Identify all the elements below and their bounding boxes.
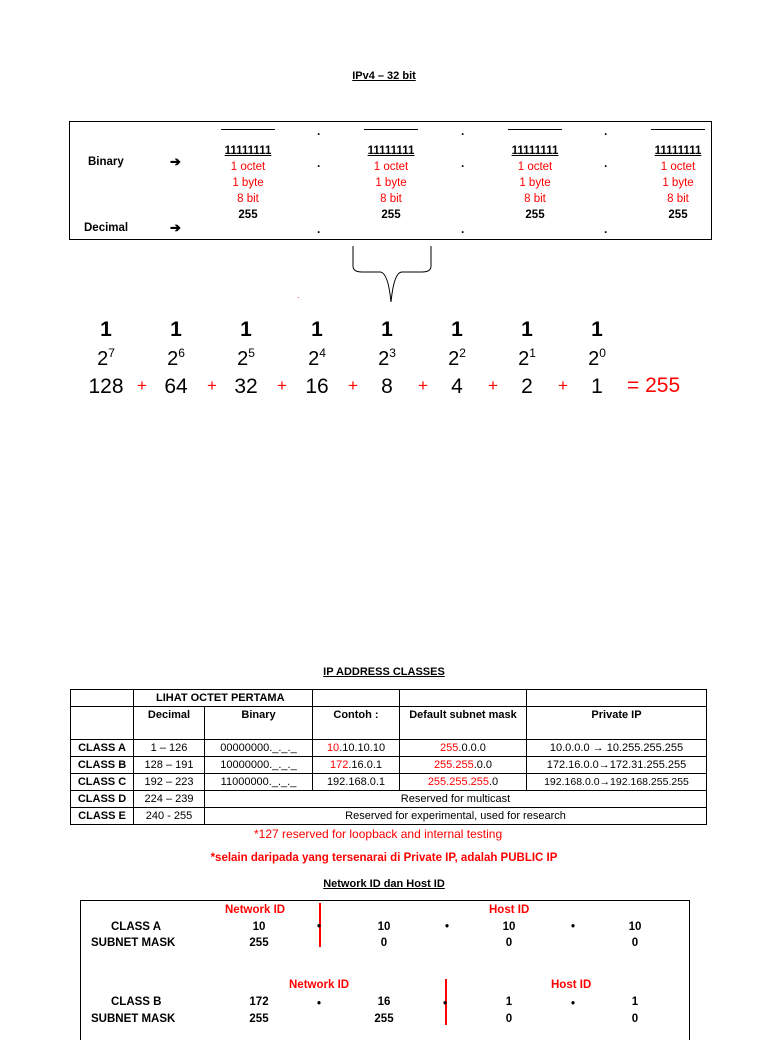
class-name: CLASS B	[71, 757, 134, 774]
binary-arrow-icon: ➔	[170, 154, 181, 169]
ip-octet: 1	[631, 996, 639, 1008]
plus-sign: +	[277, 376, 287, 395]
ipv4-title: IPv4 – 32 bit	[352, 70, 416, 82]
ip-classes-table	[70, 689, 707, 825]
class-name: CLASS E	[71, 808, 134, 825]
bit-one: 1	[100, 318, 112, 341]
octet-column	[638, 128, 718, 223]
octet-group-header: LIHAT OCTET PERTAMA	[134, 690, 313, 707]
octet-unit: 1 octet	[517, 161, 553, 173]
decimal-range: 192 – 223	[134, 774, 205, 791]
mask-octet: 255	[374, 1013, 394, 1025]
bit-one: 1	[240, 318, 252, 341]
octet-binary: 11111111	[511, 145, 559, 157]
decimal-arrow-icon: ➔	[170, 220, 181, 235]
subnet-mask-label: SUBNET MASK	[91, 1013, 176, 1025]
octet-unit: 8 bit	[380, 193, 402, 205]
default-mask: 255.0.0.0	[400, 740, 527, 757]
octet-unit: 1 byte	[232, 177, 264, 189]
network-host-box	[80, 900, 690, 1040]
octet-column	[495, 128, 575, 223]
power-of-two: $2^0$	[588, 346, 606, 370]
default-mask: 255.255.255.0	[400, 774, 527, 791]
octet-unit: 1 byte	[662, 177, 694, 189]
octet-unit: 8 bit	[667, 193, 689, 205]
class-name: CLASS D	[71, 791, 134, 808]
column-header: Private IP	[527, 707, 707, 740]
subnet-mask-label: SUBNET MASK	[91, 937, 176, 949]
plus-sign: +	[207, 376, 217, 395]
reserved-note: Reserved for experimental, used for research	[205, 808, 707, 825]
power-value: 2	[521, 375, 533, 398]
separator-dot: .	[317, 124, 321, 138]
bit-one: 1	[451, 318, 463, 341]
example-ip: 172.16.0.1	[313, 757, 400, 774]
classes-title: IP ADDRESS CLASSES	[323, 666, 445, 678]
ip-octet: 10	[377, 921, 391, 933]
octet-binary: 11111111	[654, 145, 702, 157]
octet-binary: 11111111	[367, 145, 415, 157]
separator-dot: •	[443, 998, 448, 1010]
example-ip: 10.10.10.10	[313, 740, 400, 757]
octet-decimal: 255	[668, 209, 688, 221]
mask-octet: 255	[249, 1013, 269, 1025]
decimal-range: 128 – 191	[134, 757, 205, 774]
private-ip-range: 192.168.0.0→192.168.255.255	[527, 774, 707, 791]
table-row	[71, 808, 707, 825]
separator-dot: .	[461, 124, 465, 138]
power-of-two: $2^5$	[237, 346, 255, 370]
mask-octet: 0	[505, 937, 513, 949]
ip-octet: 10	[502, 921, 516, 933]
mask-octet: 0	[380, 937, 388, 949]
plus-sign: +	[488, 376, 498, 395]
network-id-label: Network ID	[289, 979, 350, 991]
host-id-label: Host ID	[489, 904, 530, 916]
octet-decimal: 255	[525, 209, 545, 221]
octet-column	[351, 128, 431, 223]
plus-sign: +	[558, 376, 568, 395]
class-b-label: CLASS B	[111, 996, 162, 1008]
table-row	[71, 757, 707, 774]
bit-one: 1	[311, 318, 323, 341]
ip-octet: 10	[252, 921, 266, 933]
power-value: 1	[591, 375, 603, 398]
table-row	[71, 774, 707, 791]
ip-octet: 1	[505, 996, 513, 1008]
power-of-two: $2^3$	[378, 346, 396, 370]
octet-unit: 1 octet	[373, 161, 409, 173]
binary-label: Binary	[88, 156, 124, 168]
octet-unit: 8 bit	[524, 193, 546, 205]
separator-dot: .	[604, 156, 608, 170]
power-value: 128	[88, 375, 124, 398]
loopback-note: *127 reserved for loopback and internal testing	[254, 827, 503, 841]
mask-octet: 0	[631, 1013, 639, 1025]
bit-one: 1	[170, 318, 182, 341]
ip-octet: 10	[628, 921, 642, 933]
column-header: Decimal	[134, 707, 205, 740]
private-ip-range: 10.0.0.0 → 10.255.255.255	[527, 740, 707, 757]
default-mask: 255.255.0.0	[400, 757, 527, 774]
decimal-range: 1 – 126	[134, 740, 205, 757]
power-total: = 255	[627, 374, 681, 397]
reserved-note: Reserved for multicast	[205, 791, 707, 808]
binary-pattern: 00000000._._._	[205, 740, 313, 757]
separator-dot: .	[461, 222, 465, 236]
separator-dot: •	[445, 921, 450, 933]
class-a-label: CLASS A	[111, 921, 162, 933]
octet-unit: 1 octet	[660, 161, 696, 173]
power-value: 32	[234, 375, 258, 398]
separator-dot: .	[604, 222, 608, 236]
bit-one: 1	[381, 318, 393, 341]
table-row	[71, 791, 707, 808]
octet-decimal: 255	[238, 209, 258, 221]
binary-pattern: 10000000._._._	[205, 757, 313, 774]
mask-octet: 0	[505, 1013, 513, 1025]
bit-one: 1	[591, 318, 603, 341]
host-id-label: Host ID	[551, 979, 592, 991]
public-ip-note: *selain daripada yang tersenarai di Private IP, adalah PUBLIC IP	[210, 852, 558, 864]
plus-sign: +	[348, 376, 358, 395]
separator-dot: •	[571, 998, 576, 1010]
octet-unit: 1 byte	[375, 177, 407, 189]
class-name: CLASS C	[71, 774, 134, 791]
separator-dot: .	[604, 124, 608, 138]
power-value: 64	[164, 375, 188, 398]
separator-dot: .	[317, 156, 321, 170]
ipv4-box	[69, 121, 712, 240]
ip-octet: 172	[249, 996, 269, 1008]
plus-sign: +	[137, 376, 147, 395]
private-ip-range: 172.16.0.0→172.31.255.255	[527, 757, 707, 774]
separator-dot: •	[317, 921, 322, 933]
separator-dot: .	[461, 156, 465, 170]
octet-unit: 1 octet	[230, 161, 266, 173]
mask-octet: 255	[249, 937, 269, 949]
bit-one: 1	[521, 318, 533, 341]
power-value: 8	[381, 375, 393, 398]
separator-dot: .	[317, 222, 321, 236]
column-header: Contoh :	[313, 707, 400, 740]
octet-column	[208, 128, 288, 223]
separator-dot: •	[571, 921, 576, 933]
table-row	[71, 740, 707, 757]
octet-unit: 8 bit	[237, 193, 259, 205]
stray-dot: ·	[297, 293, 300, 302]
octet-binary: 11111111	[224, 145, 272, 157]
power-of-two: $2^2$	[448, 346, 466, 370]
power-of-two: $2^7$	[97, 346, 115, 370]
power-of-two: $2^1$	[518, 346, 536, 370]
decimal-range: 240 - 255	[134, 808, 205, 825]
octet-unit: 1 byte	[519, 177, 551, 189]
example-ip: 192.168.0.1	[313, 774, 400, 791]
power-of-two: $2^6$	[167, 346, 185, 370]
binary-pattern: 11000000._._._	[205, 774, 313, 791]
separator-dot: •	[317, 998, 322, 1010]
table-header-row	[71, 707, 707, 740]
mask-octet: 0	[631, 937, 639, 949]
plus-sign: +	[418, 376, 428, 395]
brace-icon	[350, 244, 434, 308]
network-id-label: Network ID	[225, 904, 286, 916]
column-header: Binary	[205, 707, 313, 740]
power-value: 4	[451, 375, 463, 398]
class-name: CLASS A	[71, 740, 134, 757]
table-group-header-row	[71, 690, 707, 707]
column-header: Default subnet mask	[400, 707, 527, 740]
power-of-two: $2^4$	[308, 346, 326, 370]
power-value: 16	[305, 375, 329, 398]
ip-octet: 16	[377, 996, 391, 1008]
decimal-range: 224 – 239	[134, 791, 205, 808]
network-title: Network ID dan Host ID	[323, 878, 445, 890]
decimal-label: Decimal	[84, 222, 129, 234]
octet-decimal: 255	[381, 209, 401, 221]
powers-grid	[76, 318, 636, 408]
